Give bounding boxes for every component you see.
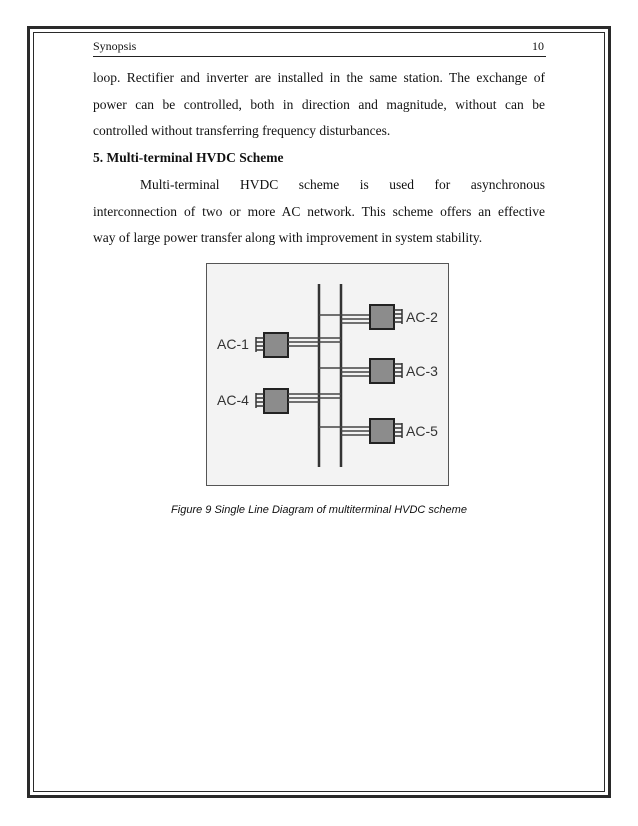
label-ac-5: AC-5 (406, 423, 438, 439)
hvdc-diagram-svg (207, 264, 448, 485)
converter-ac-1 (256, 333, 341, 357)
paragraph-1-line-2: power can be controlled, both in direction and magnitude, without can be (93, 96, 545, 112)
label-ac-1: AC-1 (217, 336, 249, 352)
paragraph-2-line-2: interconnection of two or more AC network. This scheme offers an effective (93, 203, 545, 219)
label-ac-3: AC-3 (406, 363, 438, 379)
paragraph-2-line-1: Multi-terminal HVDC scheme is used for asynchronous (140, 177, 545, 192)
paragraph-2 (93, 172, 545, 252)
label-ac-2: AC-2 (406, 309, 438, 325)
paragraph-2-line-3: way of large power transfer along with improvement in system stability. (93, 230, 483, 245)
label-ac-4: AC-4 (217, 392, 249, 408)
converter-ac-4 (256, 389, 341, 413)
converter-ac-5 (319, 419, 402, 443)
paragraph-1-line-3: controlled without transferring frequency disturbances. (93, 123, 391, 138)
hvdc-diagram (206, 263, 449, 486)
header-title: Synopsis (93, 39, 137, 53)
converter-ac-3 (319, 359, 402, 383)
figure-caption: Figure 9 Single Line Diagram of multiterminal HVDC scheme (171, 504, 467, 516)
page-header (93, 36, 546, 57)
paragraph-1 (93, 65, 545, 145)
converter-ac-2 (319, 305, 402, 329)
paragraph-1-line-1: loop. Rectifier and inverter are installed in the same station. The exchange of (93, 70, 545, 85)
page-number: 10 (532, 39, 544, 53)
section-heading: 5. Multi-terminal HVDC Scheme (93, 150, 284, 165)
